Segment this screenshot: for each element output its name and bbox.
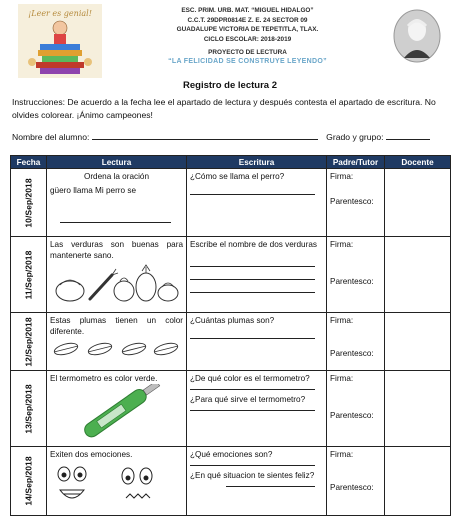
project-slogan: “LA FELICIDAD SE CONSTRUYE LEYENDO” (168, 57, 327, 65)
header-docente: Docente (385, 156, 451, 169)
padre-tutor-cell (327, 447, 385, 516)
docente-cell[interactable] (385, 371, 451, 447)
hidalgo-portrait (392, 8, 442, 64)
escritura-cell (187, 237, 327, 313)
escritura-cell (187, 169, 327, 237)
student-name-field[interactable] (92, 131, 318, 140)
student-name-label: Nombre del alumno: (12, 132, 90, 142)
header-escritura: Escritura (187, 156, 327, 169)
answer-line[interactable] (190, 254, 315, 267)
project-name: PROYECTO DE LECTURA (208, 49, 287, 57)
docente-cell[interactable] (385, 237, 451, 313)
escritura-cell (187, 371, 327, 447)
header-fecha: Fecha (11, 156, 47, 169)
lectura-cell (47, 447, 187, 516)
lectura-text: Estas plumas tienen un color diferente. (50, 316, 183, 336)
row-date: 11/Sep/2018 (23, 250, 33, 299)
firma-label: Firma: (330, 374, 354, 383)
padre-tutor-cell (327, 313, 385, 371)
table-header-row (11, 156, 451, 169)
document-header (0, 0, 460, 92)
date-cell (11, 313, 47, 371)
escritura-cell (187, 313, 327, 371)
table-row (11, 313, 451, 371)
docente-cell[interactable] (385, 169, 451, 237)
row-date: 13/Sep/2018 (23, 383, 33, 434)
school-cct: C.C.T. 29DPR0814E Z. E. 24 SECTOR 09 (187, 16, 308, 24)
row-date: 14/Sep/2018 (23, 456, 33, 506)
reading-log-table (10, 155, 451, 516)
portrait-icon (392, 8, 442, 64)
lectura-text: Las verduras son buenas para mantenerte sano. (50, 240, 183, 260)
feathers-drawing-icon (50, 337, 182, 359)
grade-group-field[interactable] (386, 131, 430, 140)
header-padre-tutor: Padre/Tutor (327, 156, 385, 169)
row-date: 10/Sep/2018 (23, 177, 33, 228)
lectura-text: Exiten dos emociones. (50, 450, 133, 459)
answer-line[interactable] (190, 384, 315, 390)
row-date: 12/Sep/2018 (23, 316, 33, 367)
answer-line[interactable] (190, 182, 315, 195)
school-info (110, 6, 385, 65)
emotion-faces-drawing-icon (50, 460, 182, 510)
padre-tutor-cell (327, 169, 385, 237)
lectura-text: güero llama Mi perro se (50, 186, 137, 195)
logo-caption: ¡Leer es genial! (28, 9, 92, 18)
firma-label: Firma: (330, 450, 354, 459)
date-cell (11, 169, 47, 237)
escritura-question: ¿En qué situacion te sientes feliz? (190, 471, 315, 480)
parentesco-label: Parentesco: (330, 277, 374, 286)
school-name: ESC. PRIM. URB. MAT. “MIGUEL HIDALGO” (181, 7, 314, 14)
school-cycle: CICLO ESCOLAR: 2018-2019 (203, 35, 292, 43)
firma-label: Firma: (330, 172, 354, 181)
padre-tutor-cell (327, 237, 385, 313)
school-location: GUADALUPE VICTORIA DE TEPETITLA, TLAX. (176, 26, 319, 34)
parentesco-label: Parentesco: (330, 483, 374, 492)
lectura-cell (47, 237, 187, 313)
student-info-row (12, 131, 448, 142)
answer-line[interactable] (190, 460, 315, 466)
answer-line[interactable] (190, 267, 315, 280)
answer-line[interactable] (190, 405, 315, 411)
date-cell (11, 371, 47, 447)
answer-line[interactable] (60, 210, 171, 223)
table-row (11, 447, 451, 516)
lectura-cell (47, 169, 187, 237)
escritura-question: Escribe el nombre de dos verduras (190, 240, 317, 249)
table-row (11, 371, 451, 447)
vegetables-drawing-icon (50, 261, 182, 307)
parentesco-label: Parentesco: (330, 197, 374, 206)
escritura-question: ¿Cuántas plumas son? (190, 316, 275, 325)
parentesco-label: Parentesco: (330, 349, 374, 358)
page-title: Registro de lectura 2 (183, 80, 277, 91)
docente-cell[interactable] (385, 313, 451, 371)
reading-books-logo-icon (18, 4, 102, 78)
escritura-question: ¿Cómo se llama el perro? (190, 172, 285, 181)
answer-line[interactable] (226, 481, 315, 487)
escritura-question: ¿Qué emociones son? (190, 450, 273, 459)
lectura-cell (47, 371, 187, 447)
thermometer-drawing-icon (50, 384, 182, 440)
answer-line[interactable] (190, 326, 315, 339)
lectura-title: Ordena la oración (83, 172, 150, 181)
escritura-question: ¿De qué color es el termometro? (190, 374, 310, 383)
firma-label: Firma: (330, 316, 354, 325)
date-cell (11, 447, 47, 516)
table-row (11, 237, 451, 313)
header-lectura: Lectura (47, 156, 187, 169)
escritura-question: ¿Para qué sirve el termometro? (190, 395, 306, 404)
escritura-cell (187, 447, 327, 516)
date-cell (11, 237, 47, 313)
table-row (11, 169, 451, 237)
docente-cell[interactable] (385, 447, 451, 516)
instructions: Instrucciones: De acuerdo a la fecha lee el apartado de lectura y después contesta el apartado de escritura. No olvides colorear. ¡Ánimo campeones! (12, 97, 436, 120)
lectura-text: El termometro es color verde. (50, 374, 158, 383)
padre-tutor-cell (327, 371, 385, 447)
reading-logo (18, 4, 102, 78)
firma-label: Firma: (330, 240, 354, 249)
lectura-cell (47, 313, 187, 371)
grade-group-label: Grado y grupo: (326, 132, 384, 142)
answer-line[interactable] (190, 280, 315, 293)
parentesco-label: Parentesco: (330, 411, 374, 420)
